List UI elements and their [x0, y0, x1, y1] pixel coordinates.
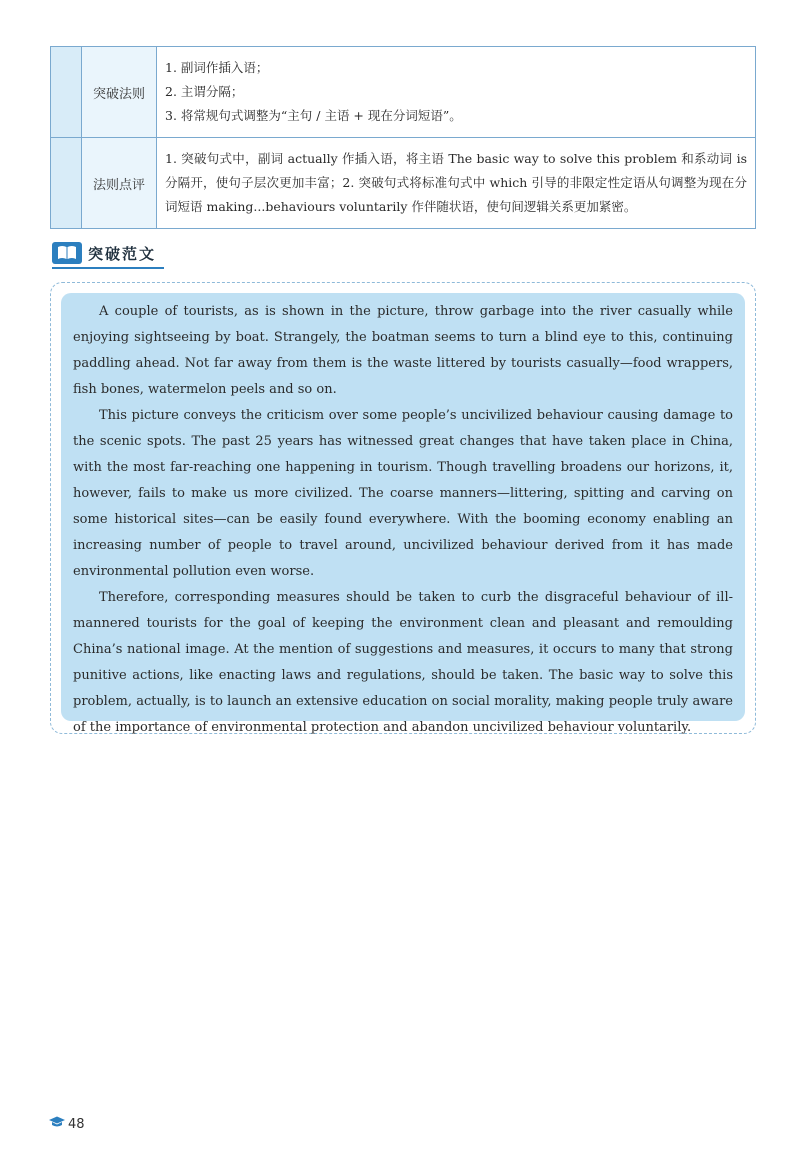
rule-item-1: 1. 副词作插入语； — [165, 60, 269, 75]
rule-item-2: 2. 主谓分隔； — [165, 84, 244, 99]
page-number: 48 — [68, 1116, 85, 1132]
table-row-rules — [51, 47, 756, 138]
page-footer — [48, 1116, 85, 1132]
comment-text: 1. 突破句式中，副词 actually 作插入语，将主语 The basic way to solve this problem 和系动词 is 分隔开，使句子层次更加丰富；2. 突破句式将标准句式中 which 引导的非限定性定语从句调整为现在分词短语 making...behaviours voluntarily 作伴随状语，使句间逻辑关系更加紧密。 — [157, 138, 756, 229]
essay-paragraph-3: Therefore, corresponding measures should be taken to curb the disgraceful behaviour of ill-mannered tourists for the goal of keeping the environment clean and pleasant and remoulding China’s national image. At the mention of suggestions and measures, it occurs to many that strong punitive actions, like enacting laws and regulations, should be taken. The basic way to solve this problem, actually, is to launch an extensive education on social morality, making people truly aware of the importance of environmental protection and abandon uncivilized behaviour voluntarily. — [73, 590, 733, 735]
row-heading-rules: 突破法则 — [82, 47, 157, 138]
rules-table — [50, 46, 756, 229]
essay-paragraph-2: This picture conveys the criticism over some people’s uncivilized behaviour causing damage to the scenic spots. The past 25 years has witnessed great changes that have taken place in China, with the most far-reaching one happening in tourism. Though travelling broadens our horizons, it, however, fails to make us more civilized. The coarse manners—littering, spitting and carving on some historical sites—can be easily found everywhere. With the booming economy enabling an increasing number of people to travel around, uncivilized behaviour derived from it has made environmental pollution even worse. — [73, 408, 733, 579]
table-stripe — [51, 47, 82, 138]
section-heading — [52, 242, 164, 269]
essay-paragraph-1: A couple of tourists, as is shown in the picture, throw garbage into the river casually while enjoying sightseeing by boat. Strangely, the boatman seems to turn a blind eye to this, continuing paddling ahead. Not far away from them is the waste littered by tourists casually—food wrappers, fish bones, watermelon peels and so on. — [73, 304, 733, 397]
graduation-cap-icon — [48, 1116, 68, 1132]
essay-box — [50, 282, 756, 734]
book-icon — [52, 242, 82, 264]
table-row-comment — [51, 138, 756, 229]
section-title: 突破范文 — [88, 244, 157, 263]
row-heading-comment: 法则点评 — [82, 138, 157, 229]
rule-item-3: 3. 将常规句式调整为“主句 / 主语 + 现在分词短语”。 — [165, 108, 462, 123]
table-stripe — [51, 138, 82, 229]
rules-list — [157, 47, 756, 138]
essay-content — [61, 293, 745, 735]
